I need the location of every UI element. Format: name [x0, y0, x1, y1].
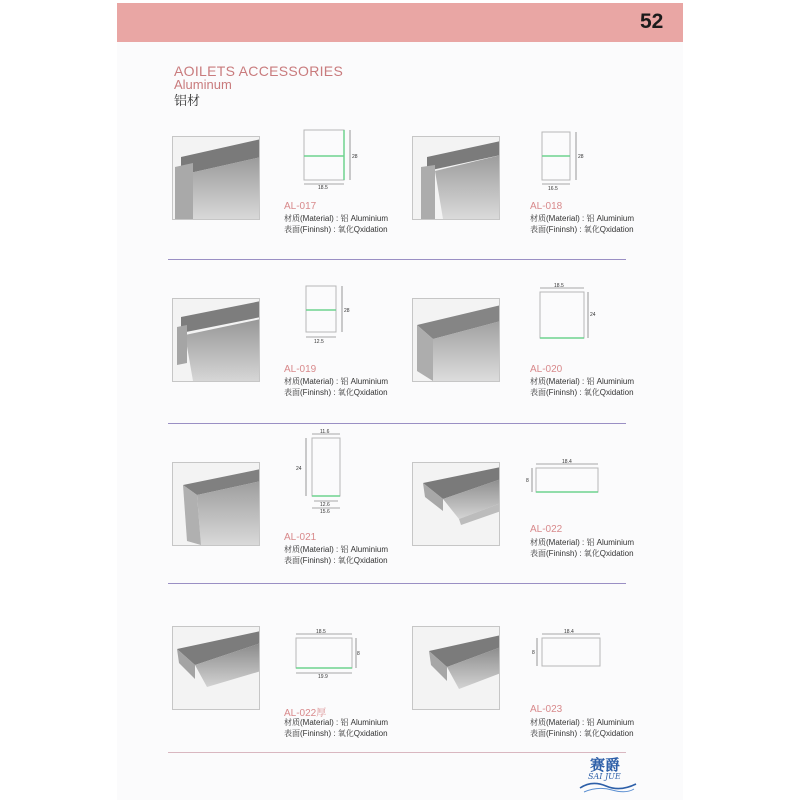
header-band — [117, 3, 683, 42]
product-material: 材质(Material) : 铝 Aluminium — [530, 214, 635, 223]
product-code: AL-022厚 — [284, 708, 327, 719]
brand-logo — [578, 754, 638, 794]
product-photo-al-020 — [412, 298, 500, 382]
profile-drawing-al-022-thick — [290, 624, 362, 678]
product-photo-al-023 — [412, 626, 500, 710]
dim-height: 24 — [590, 312, 596, 318]
dim-inner: 12.6 — [320, 502, 330, 508]
dim-height: 28 — [352, 154, 358, 160]
product-material: 材质(Material) : 铝 Aluminium — [530, 377, 635, 386]
row-separator — [168, 259, 626, 260]
logo-text-cn: 赛爵 — [590, 756, 621, 774]
dim-height: 8 — [526, 478, 529, 484]
product-code: AL-020 — [530, 364, 563, 375]
profile-drawing-al-023 — [530, 624, 606, 670]
product-code: AL-023 — [530, 704, 563, 715]
product-photo-al-021 — [172, 462, 260, 546]
dim-top: 11.6 — [320, 429, 330, 435]
product-finish: 表面(Fininsh) : 氧化Qxidation — [530, 729, 634, 738]
product-material: 材质(Material) : 铝 Aluminium — [284, 718, 389, 727]
dim-width: 18.5 — [316, 629, 326, 635]
product-finish: 表面(Fininsh) : 氧化Qxidation — [284, 729, 388, 738]
dim-height: 28 — [344, 308, 350, 314]
dim-width: 18.5 — [318, 185, 328, 190]
profile-drawing-al-017 — [298, 128, 368, 190]
profile-drawing-al-018 — [536, 130, 590, 192]
dim-outer: 15.6 — [320, 509, 330, 514]
dim-height: 24 — [296, 466, 302, 472]
section-title: AOILETS ACCESSORIES — [174, 63, 344, 79]
dim-width: 18.4 — [562, 459, 572, 465]
logo-text-en: SAI JUE — [588, 772, 621, 781]
footer-separator — [168, 752, 626, 753]
product-material: 材质(Material) : 铝 Aluminium — [284, 377, 389, 386]
profile-drawing-al-020 — [530, 280, 600, 344]
product-material: 材质(Material) : 铝 Aluminium — [284, 545, 389, 554]
profile-drawing-al-019 — [300, 284, 360, 346]
product-photo-al-018 — [412, 136, 500, 220]
product-code: AL-017 — [284, 201, 317, 212]
product-finish: 表面(Fininsh) : 氧化Qxidation — [530, 225, 634, 234]
dim-height: 8 — [357, 651, 360, 657]
product-code: AL-022 — [530, 524, 563, 535]
row-separator — [168, 423, 626, 424]
product-code: AL-018 — [530, 201, 563, 212]
dim-width: 16.5 — [548, 186, 558, 192]
dim-width: 18.5 — [554, 283, 564, 289]
section-subtitle: Aluminum — [174, 77, 232, 92]
product-code: AL-021 — [284, 532, 317, 543]
product-photo-al-022-thick — [172, 626, 260, 710]
profile-drawing-al-021 — [296, 428, 356, 514]
dim-width: 12.5 — [314, 339, 324, 345]
profile-drawing-al-022 — [526, 454, 606, 498]
row-separator — [168, 583, 626, 584]
page-number: 52 — [640, 10, 664, 33]
product-finish: 表面(Fininsh) : 氧化Qxidation — [530, 549, 634, 558]
wave-icon — [578, 778, 638, 794]
product-photo-al-022 — [412, 462, 500, 546]
dim-height: 28 — [578, 154, 584, 160]
product-finish: 表面(Fininsh) : 氧化Qxidation — [284, 388, 388, 397]
product-material: 材质(Material) : 铝 Aluminium — [530, 538, 635, 547]
dim-width: 18.4 — [564, 629, 574, 635]
product-finish: 表面(Fininsh) : 氧化Qxidation — [284, 225, 388, 234]
product-code: AL-019 — [284, 364, 317, 375]
dim-height: 8 — [532, 650, 535, 656]
product-photo-al-019 — [172, 298, 260, 382]
section-title-cn: 铝材 — [174, 93, 201, 108]
dim-outer: 19.9 — [318, 674, 328, 678]
product-material: 材质(Material) : 铝 Aluminium — [284, 214, 389, 223]
product-finish: 表面(Fininsh) : 氧化Qxidation — [530, 388, 634, 397]
product-finish: 表面(Fininsh) : 氧化Qxidation — [284, 556, 388, 565]
product-material: 材质(Material) : 铝 Aluminium — [530, 718, 635, 727]
product-photo-al-017 — [172, 136, 260, 220]
